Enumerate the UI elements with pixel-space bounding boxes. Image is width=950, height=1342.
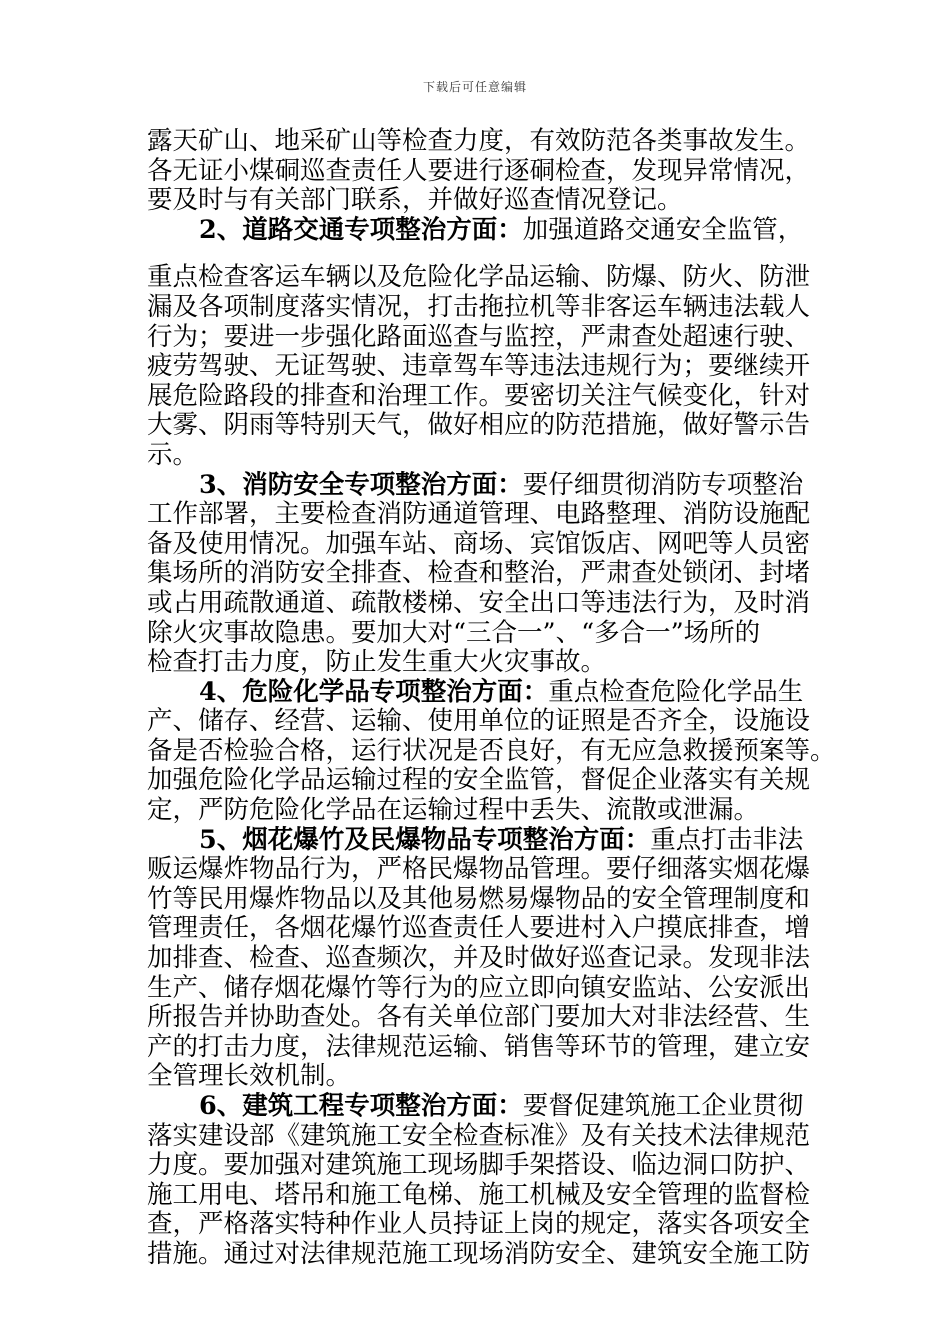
text-line: 展危险路段的排查和治理工作。要密切关注气候变化，针对 — [147, 380, 811, 411]
text-line: 各无证小煤硐巡查责任人要进行逐硐检查，发现异常情况， — [147, 155, 811, 186]
text-line: 所报告并协助查处。各有关单位部门要加大对非法经营、生 — [147, 1002, 811, 1033]
heading-line-text: 加强道路交通安全监管， — [522, 214, 804, 245]
text-line: 竹等民用爆炸物品以及其他易燃易爆物品的安全管理制度和 — [147, 883, 811, 914]
section-4-heading-line — [147, 678, 865, 708]
text-line: 集场所的消防安全排查、检查和整治，严肃查处锁闭、封堵 — [147, 558, 811, 589]
document-body — [147, 127, 865, 1270]
heading-line-text: 重点检查危险化学品生 — [548, 676, 804, 707]
section-heading: 3、消防安全专项整治方面： — [199, 469, 523, 500]
text-line: 或占用疏散通道、疏散楼梯、安全出口等违法行为，及时消 — [147, 587, 811, 618]
page-header: 下载后可任意编辑 — [422, 80, 527, 94]
text-line: 疲劳驾驶、无证驾驶、违章驾车等违法违规行为；要继续开 — [147, 351, 811, 382]
text-line: 施工用电、塔吊和施工龟梯、施工机械及安全管理的监督检 — [147, 1179, 811, 1210]
text-line: 备及使用情况。加强车站、商场、宾馆饭店、网吧等人员密 — [147, 528, 811, 559]
heading-line-text: 要督促建筑施工企业贯彻 — [522, 1091, 804, 1121]
text-line: 示。 — [147, 439, 199, 470]
text-line: 工作部署，主要检查消防通道管理、电路整理、消防设施配 — [147, 499, 811, 530]
section-6-heading-line — [147, 1092, 865, 1122]
text-line: 除火灾事故隐患。要加大对“三合一”、“多合一”场所的 — [147, 617, 761, 648]
text-line: 全管理长效机制。 — [147, 1061, 352, 1092]
section-3-heading-line — [147, 471, 865, 501]
text-line: 漏及各项制度落实情况，打击拖拉机等非客运车辆违法载人 — [147, 291, 811, 322]
text-line: 管理责任，各烟花爆竹巡查责任人要进村入户摸底排查，增 — [147, 913, 811, 944]
text-line: 产、储存、经营、运输、使用单位的证照是否齐全，设施设 — [147, 706, 811, 737]
text-line: 行为；要进一步强化路面巡查与监控，严肃查处超速行驶、 — [147, 321, 811, 352]
section-heading: 4、危险化学品专项整治方面： — [199, 676, 549, 707]
text-line: 贩运爆炸物品行为，严格民爆物品管理。要仔细落实烟花爆 — [147, 854, 811, 885]
text-line: 露天矿山、地采矿山等检查力度，有效防范各类事故发生。 — [147, 126, 811, 156]
heading-line-text: 要仔细贯彻消防专项整治 — [522, 469, 804, 500]
text-line: 查，严格落实特种作业人员持证上岗的规定，落实各项安全 — [147, 1209, 811, 1240]
section-heading: 5、烟花爆竹及民爆物品专项整治方面： — [199, 824, 651, 855]
text-line: 加排查、检查、巡查频次，并及时做好巡查记录。发现非法 — [147, 943, 811, 974]
text-line: 生产、储存烟花爆竹等行为的应立即向镇安监站、公安派出 — [147, 972, 811, 1003]
section-heading: 2、道路交通专项整治方面： — [199, 214, 523, 245]
text-line: 重点检查客运车辆以及危险化学品运输、防爆、防火、防泄 — [147, 262, 811, 293]
text-line: 大雾、阴雨等特别天气，做好相应的防范措施，做好警示告 — [147, 410, 811, 441]
section-5-heading-line — [147, 826, 865, 856]
text-line: 产的打击力度，法律规范运输、销售等环节的管理，建立安 — [147, 1031, 811, 1062]
text-line: 力度。要加强对建筑施工现场脚手架搭设、临边洞口防护、 — [147, 1150, 811, 1181]
text-line: 定，严防危险化学品在运输过程中丢失、流散或泄漏。 — [147, 795, 760, 826]
text-line: 备是否检验合格，运行状况是否良好，有无应急救援预案等。 — [147, 735, 836, 766]
text-line: 措施。通过对法律规范施工现场消防安全、建筑安全施工防 — [147, 1238, 811, 1269]
text-line: 加强危险化学品运输过程的安全监管，督促企业落实有关规 — [147, 765, 811, 796]
text-line: 落实建设部《建筑施工安全检查标准》及有关技术法律规范 — [147, 1120, 811, 1151]
text-line: 要及时与有关部门联系，并做好巡查情况登记。 — [147, 185, 683, 216]
text-line: 检查打击力度，防止发生重大火灾事故。 — [147, 647, 607, 678]
heading-line-text: 重点打击非法 — [650, 824, 804, 855]
section-2-heading-line — [147, 216, 865, 246]
section-heading: 6、建筑工程专项整治方面： — [199, 1091, 523, 1121]
